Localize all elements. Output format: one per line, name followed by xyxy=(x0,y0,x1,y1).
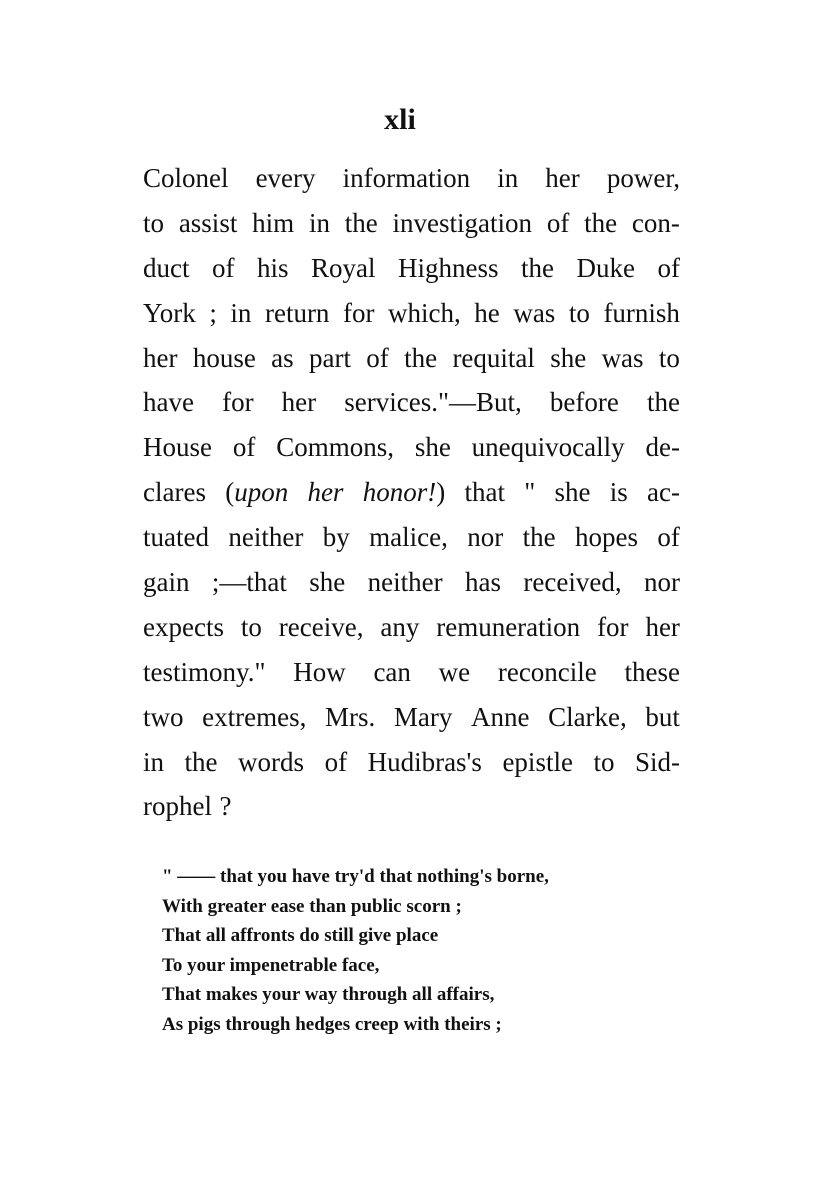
word: as xyxy=(271,342,294,373)
verse-line: That all affronts do still give place xyxy=(162,925,439,947)
verse-line: " —— that you have try'd that nothing's borne, xyxy=(162,866,549,887)
verse-quotation xyxy=(162,862,632,1040)
word: two xyxy=(143,701,184,732)
word: her xyxy=(143,342,178,373)
word: assist xyxy=(178,207,238,238)
body-line xyxy=(143,156,680,201)
word: Mary xyxy=(393,701,453,732)
word: House xyxy=(143,432,212,463)
word: to xyxy=(568,297,590,328)
word: requital xyxy=(452,342,535,373)
body-line xyxy=(143,380,680,425)
word: Duke xyxy=(576,252,635,283)
word: of xyxy=(546,207,570,238)
word: testimony." xyxy=(143,656,266,687)
word: ;—that xyxy=(211,567,287,598)
word: in xyxy=(308,207,330,238)
word: unequivocally xyxy=(471,432,625,463)
body-line xyxy=(143,201,680,246)
word: her xyxy=(307,477,344,508)
word: hopes xyxy=(575,522,639,553)
verse-line: That makes your way through all affairs, xyxy=(162,984,495,1006)
body-line xyxy=(143,784,680,829)
word: house xyxy=(192,342,256,373)
word: ac- xyxy=(647,477,680,508)
word: services."—But, xyxy=(344,387,522,418)
word: to xyxy=(593,746,615,777)
word: he xyxy=(474,297,500,328)
word: she xyxy=(550,342,587,373)
word: the xyxy=(344,207,378,238)
word: for xyxy=(222,387,254,418)
word: Sid- xyxy=(634,746,680,777)
word: for xyxy=(597,611,629,642)
word: of xyxy=(366,342,389,373)
word: received, xyxy=(523,567,622,598)
word: de- xyxy=(645,432,680,463)
word: but xyxy=(645,701,680,732)
word: part xyxy=(308,342,351,373)
word: in xyxy=(497,163,519,193)
word: gain xyxy=(143,567,190,598)
word: in xyxy=(230,297,252,328)
body-line xyxy=(143,740,680,785)
word: furnish xyxy=(603,297,680,328)
word: of xyxy=(212,252,235,283)
word: by xyxy=(322,522,350,553)
word: the xyxy=(584,207,618,238)
word: neither xyxy=(228,522,304,553)
word: for xyxy=(342,297,375,328)
word: malice, xyxy=(369,522,448,553)
word: words xyxy=(238,746,305,777)
word: Anne xyxy=(470,701,530,732)
verse-line: With greater ease than public scorn ; xyxy=(162,895,462,917)
word: to xyxy=(143,207,165,238)
word: Commons, xyxy=(276,432,394,463)
page-number: xli xyxy=(384,103,416,136)
body-line xyxy=(143,605,680,650)
body-line xyxy=(143,650,680,695)
word: power, xyxy=(606,163,680,193)
word: of xyxy=(324,746,348,777)
body-line xyxy=(143,560,680,605)
word: she xyxy=(414,432,451,463)
word: con- xyxy=(631,207,680,238)
word: is xyxy=(609,477,628,508)
word: Highness xyxy=(398,252,499,283)
word: Mrs. xyxy=(324,701,376,732)
word: expects xyxy=(143,611,224,642)
word: the xyxy=(522,522,556,553)
word: she xyxy=(309,567,346,598)
body-line xyxy=(143,336,680,381)
word: she xyxy=(554,477,591,508)
word: duct xyxy=(143,252,190,283)
word: the xyxy=(521,252,555,283)
word: information xyxy=(342,163,471,193)
word: rophel xyxy=(143,791,212,822)
word: reconcile xyxy=(497,656,597,687)
body-line xyxy=(143,470,680,515)
word: the xyxy=(404,342,438,373)
word: these xyxy=(624,656,680,687)
word: investigation xyxy=(392,207,533,238)
word: ; xyxy=(209,297,217,328)
body-line xyxy=(143,425,680,470)
word: Clarke, xyxy=(548,701,627,732)
word: nor xyxy=(467,522,504,553)
word: to xyxy=(240,611,262,642)
word: of xyxy=(657,522,680,553)
word: extremes, xyxy=(202,701,307,732)
word: we xyxy=(438,656,471,687)
word: nor xyxy=(644,567,680,598)
word: honor!) xyxy=(362,477,446,508)
word: remuneration xyxy=(436,611,581,642)
word: the xyxy=(184,746,218,777)
word: York xyxy=(143,297,196,328)
word: (upon xyxy=(225,477,289,508)
word: in xyxy=(143,746,165,777)
verse-line: To your impenetrable face, xyxy=(162,954,380,976)
body-line xyxy=(143,515,680,560)
word: receive, xyxy=(278,611,364,642)
word: Hudibras's xyxy=(367,746,482,777)
word: before xyxy=(549,387,619,418)
word: have xyxy=(143,387,194,418)
word: him xyxy=(252,207,295,238)
word: which, xyxy=(388,297,461,328)
word: her xyxy=(645,611,680,642)
word: to xyxy=(658,342,680,373)
word: any xyxy=(380,611,420,642)
word: of xyxy=(657,252,680,283)
verse-line: As pigs through hedges creep with theirs ; xyxy=(162,1013,502,1035)
word: of xyxy=(232,432,256,463)
word: clares xyxy=(143,477,206,508)
body-line xyxy=(143,695,680,740)
word: her xyxy=(545,163,580,193)
word: the xyxy=(646,387,680,418)
word: her xyxy=(281,387,317,418)
body-line xyxy=(143,291,680,336)
word: was xyxy=(513,297,556,328)
body-paragraph xyxy=(143,156,680,829)
word: ? xyxy=(219,791,232,822)
word: epistle xyxy=(502,746,573,777)
word: can xyxy=(373,656,411,687)
word: was xyxy=(601,342,644,373)
word: How xyxy=(293,656,346,687)
body-line xyxy=(143,246,680,291)
word: return xyxy=(264,297,330,328)
word: that xyxy=(464,477,505,508)
word: neither xyxy=(367,567,443,598)
word: Colonel xyxy=(143,163,229,193)
word: tuated xyxy=(143,522,209,553)
word: " xyxy=(524,477,536,508)
word: Royal xyxy=(311,252,376,283)
word: his xyxy=(257,252,289,283)
word: every xyxy=(255,163,316,193)
word: has xyxy=(465,567,502,598)
